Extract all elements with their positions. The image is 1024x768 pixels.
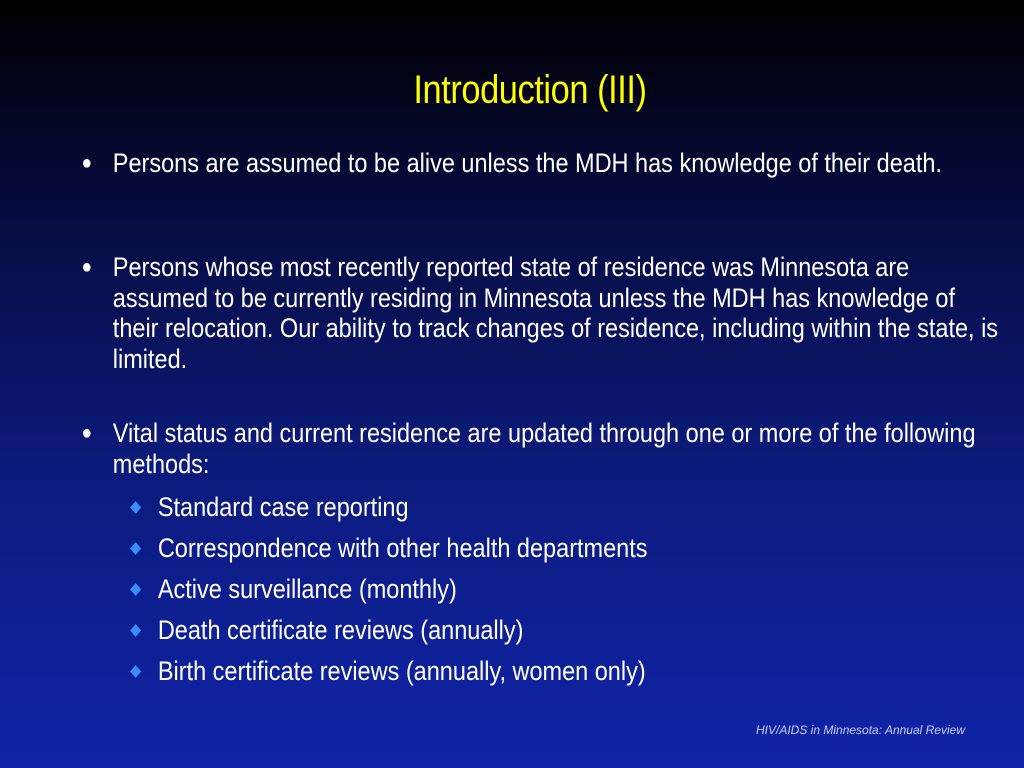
slide-footer: HIV/AIDS in Minnesota: Annual Review [756, 723, 965, 737]
diamond-bullet-icon [130, 624, 141, 637]
sub-bullet-text: Death certificate reviews (annually) [157, 615, 524, 645]
sub-bullet-item [130, 610, 913, 651]
slide-title: Introduction (III) [413, 68, 647, 112]
diamond-bullet-icon [130, 665, 141, 678]
diamond-bullet-icon [130, 583, 141, 596]
bullet-text: Persons are assumed to be alive unless the MDH has knowledge of their death. [112, 148, 942, 178]
round-bullet-icon: ● [81, 422, 93, 444]
sub-bullet-text: Standard case reporting [157, 492, 409, 522]
sub-bullet-text: Correspondence with other health departments [157, 533, 648, 563]
bullet-item [78, 418, 1000, 479]
sub-bullet-item [130, 651, 913, 692]
bullet-item [78, 148, 1000, 179]
diamond-bullet-icon [130, 501, 141, 514]
bullet-text: Vital status and current residence are updated through one or more of the following methods: [112, 418, 976, 479]
sub-bullet-text: Active surveillance (monthly) [157, 574, 457, 604]
sub-bullet-text: Birth certificate reviews (annually, women only) [157, 656, 646, 686]
diamond-bullet-icon [130, 542, 141, 555]
round-bullet-icon: ● [81, 256, 93, 278]
round-bullet-icon: ● [81, 152, 93, 174]
sub-bullet-item [130, 528, 913, 569]
sub-bullet-item [130, 569, 913, 610]
bullet-text: Persons whose most recently reported state of residence was Minnesota are assumed to be currently residing in Minnesota unless the MDH has knowledge of their relocation. Our ability to track changes of residence, including within the state, is limited. [112, 252, 999, 374]
sub-bullet-item [130, 487, 913, 528]
bullet-item [78, 252, 1000, 374]
method-sublist [130, 487, 1024, 692]
